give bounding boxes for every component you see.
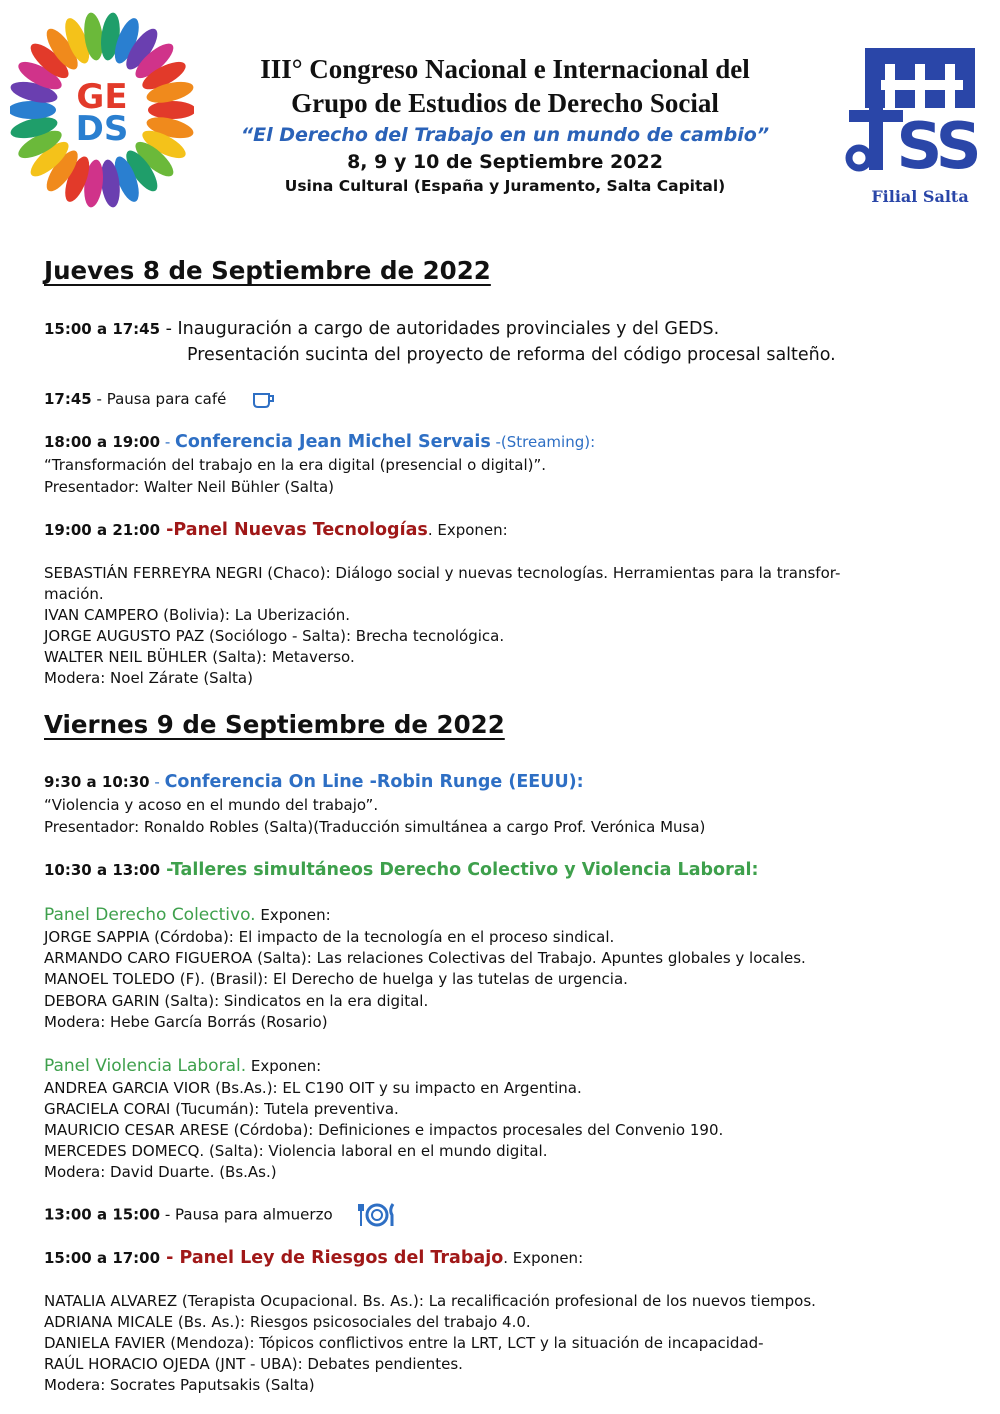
panel-colectivo-title: Panel Derecho Colectivo. <box>44 905 256 925</box>
talleres-sep: - <box>160 860 171 880</box>
speaker-line: ADRIANA MICALE (Bs. As.): Riesgos psicosociales del trabajo 4.0. <box>44 1313 531 1331</box>
panel-colectivo-suffix: Exponen: <box>255 906 331 924</box>
lunch-break-text: - Pausa para almuerzo <box>160 1205 333 1224</box>
panel-tecnologias-time: 19:00 a 21:00 <box>44 521 161 539</box>
speaker-line: MAURICIO CESAR ARESE (Córdoba): Definiciones e impactos procesales del Convenio 190. <box>44 1121 724 1139</box>
speaker-line: WALTER NEIL BÜHLER (Salta): Metaverso. <box>44 648 355 666</box>
filial-salta-label: Filial Salta <box>871 187 969 206</box>
conference-runge-time: 9:30 a 10:30 <box>44 773 150 791</box>
conference-runge-line <box>44 772 584 793</box>
coffee-break-text: - Pausa para café <box>91 390 227 408</box>
speaker-line: JORGE SAPPIA (Córdoba): El impacto de la tecnología en el proceso sindical. <box>44 928 615 946</box>
panel-colectivo-heading <box>44 905 331 926</box>
geds-logo <box>10 12 194 208</box>
conference-servais-note: -(Streaming): <box>490 433 596 451</box>
speaker-line: MANOEL TOLEDO (F). (Brasil): El Derecho de huelga y las tutelas de urgencia. <box>44 970 628 988</box>
conference-servais-presenter: Presentador: Walter Neil Bühler (Salta) <box>44 478 335 496</box>
speaker-line: ANDREA GARCIA VIOR (Bs.As.): EL C190 OIT y su impacto en Argentina. <box>44 1079 582 1097</box>
lunch-break-time: 13:00 a 15:00 <box>44 1205 161 1224</box>
speaker-line: MERCEDES DOMECQ. (Salta): Violencia laboral en el mundo digital. <box>44 1142 548 1160</box>
day1-title: Jueves 8 de Septiembre de 2022 <box>44 256 491 285</box>
panel-tecnologias-title: Panel Nuevas Tecnologías <box>173 520 428 540</box>
panel-violencia-heading <box>44 1056 321 1077</box>
day2-title: Viernes 9 de Septiembre de 2022 <box>44 710 505 739</box>
speaker-line: NATALIA ALVAREZ (Terapista Ocupacional. Bs. As.): La recalificación profesional de los nuevos tiempos. <box>44 1292 816 1310</box>
speaker-line: RAÚL HORACIO OJEDA (JNT - UBA): Debates pendientes. <box>44 1355 463 1373</box>
inauguration-text-2: Presentación sucinta del proyecto de reforma del código procesal salteño. <box>187 345 836 365</box>
amss-logo <box>845 40 985 210</box>
inauguration-time: 15:00 a 17:45 <box>44 320 161 338</box>
panel-tecnologias-sep: - <box>160 520 174 540</box>
hand-shape <box>10 101 56 119</box>
talleres-line <box>44 860 759 881</box>
conference-servais-title: Conferencia Jean Michel Servais <box>175 432 491 452</box>
congress-motto: “El Derecho del Trabajo en un mundo de cambio” <box>240 124 770 146</box>
panel-tecnologias-suffix: . Exponen: <box>427 521 508 539</box>
panel-riesgos-suffix: . Exponen: <box>503 1249 584 1267</box>
panel-riesgos-title: Panel Ley de Riesgos del Trabajo <box>179 1248 504 1268</box>
speaker-line: JORGE AUGUSTO PAZ (Sociólogo - Salta): Brecha tecnológica. <box>44 627 505 645</box>
geds-logo-text-bottom: DS <box>75 109 129 149</box>
conference-runge-presenter: Presentador: Ronaldo Robles (Salta)(Traducción simultánea a cargo Prof. Verónica Musa) <box>44 818 706 836</box>
speaker-line: SEBASTIÁN FERREYRA NEGRI (Chaco): Diálogo social y nuevas tecnologías. Herramientas para la transfor- <box>44 564 841 582</box>
congress-title-line2: Grupo de Estudios de Derecho Social <box>291 88 719 118</box>
plate-fork-knife-icon <box>357 1202 397 1228</box>
panel-violencia-suffix: Exponen: <box>246 1057 322 1075</box>
lunch-break-line <box>44 1202 397 1228</box>
talleres-title: Talleres simultáneos Derecho Colectivo y Violencia Laboral: <box>170 860 759 880</box>
panel-riesgos-line <box>44 1248 583 1269</box>
hand-shape <box>148 101 194 119</box>
panel-riesgos-time: 15:00 a 17:00 <box>44 1249 161 1267</box>
inauguration-text: Inauguración a cargo de autoridades provinciales y del GEDS. <box>177 319 720 339</box>
congress-dates: 8, 9 y 10 de Septiembre 2022 <box>347 151 663 173</box>
conference-runge-title: Conferencia On Line -Robin Runge (EEUU): <box>164 772 584 792</box>
conference-servais-line <box>44 432 595 453</box>
moderator-line: Modera: Socrates Paputsakis (Salta) <box>44 1376 315 1394</box>
coffee-cup-icon <box>251 391 277 409</box>
speaker-line: DANIELA FAVIER (Mendoza): Tópicos conflictivos entre la LRT, LCT y la situación de incapacidad- <box>44 1334 764 1352</box>
inauguration-sep: - <box>160 319 178 339</box>
speaker-line: GRACIELA CORAI (Tucumán): Tutela preventiva. <box>44 1100 399 1118</box>
moderator-line: Modera: Noel Zárate (Salta) <box>44 669 253 687</box>
speaker-line: mación. <box>44 585 104 603</box>
coffee-break-time: 17:45 <box>44 390 92 408</box>
coffee-break-line <box>44 389 277 410</box>
moderator-line: Modera: David Duarte. (Bs.As.) <box>44 1163 277 1181</box>
page-header <box>0 0 1000 230</box>
inauguration-line <box>44 319 719 340</box>
conference-runge-sep: - <box>149 773 165 791</box>
speaker-line: ARMANDO CARO FIGUEROA (Salta): Las relaciones Colectivas del Trabajo. Apuntes globales y locales. <box>44 949 806 967</box>
speaker-line: IVAN CAMPERO (Bolivia): La Uberización. <box>44 606 351 624</box>
conference-servais-time: 18:00 a 19:00 <box>44 433 161 451</box>
conference-servais-sep: - <box>160 433 176 451</box>
talleres-time: 10:30 a 13:00 <box>44 861 161 879</box>
speaker-line: DEBORA GARIN (Salta): Sindicatos en la era digital. <box>44 992 429 1010</box>
congress-venue: Usina Cultural (España y Juramento, Salta Capital) <box>284 177 726 195</box>
panel-riesgos-sep: - <box>160 1248 180 1268</box>
svg-text:SS: SS <box>896 110 978 184</box>
congress-title-line1: III° Congreso Nacional e Internacional del <box>260 54 750 84</box>
geds-logo-text-top: GE <box>76 77 128 117</box>
conference-servais-quote: “Transformación del trabajo en la era digital (presencial o digital)”. <box>44 456 547 474</box>
moderator-line: Modera: Hebe García Borrás (Rosario) <box>44 1013 328 1031</box>
panel-violencia-title: Panel Violencia Laboral. <box>44 1056 247 1076</box>
conference-runge-quote: “Violencia y acoso en el mundo del trabajo”. <box>44 796 379 814</box>
panel-tecnologias-line <box>44 520 508 541</box>
